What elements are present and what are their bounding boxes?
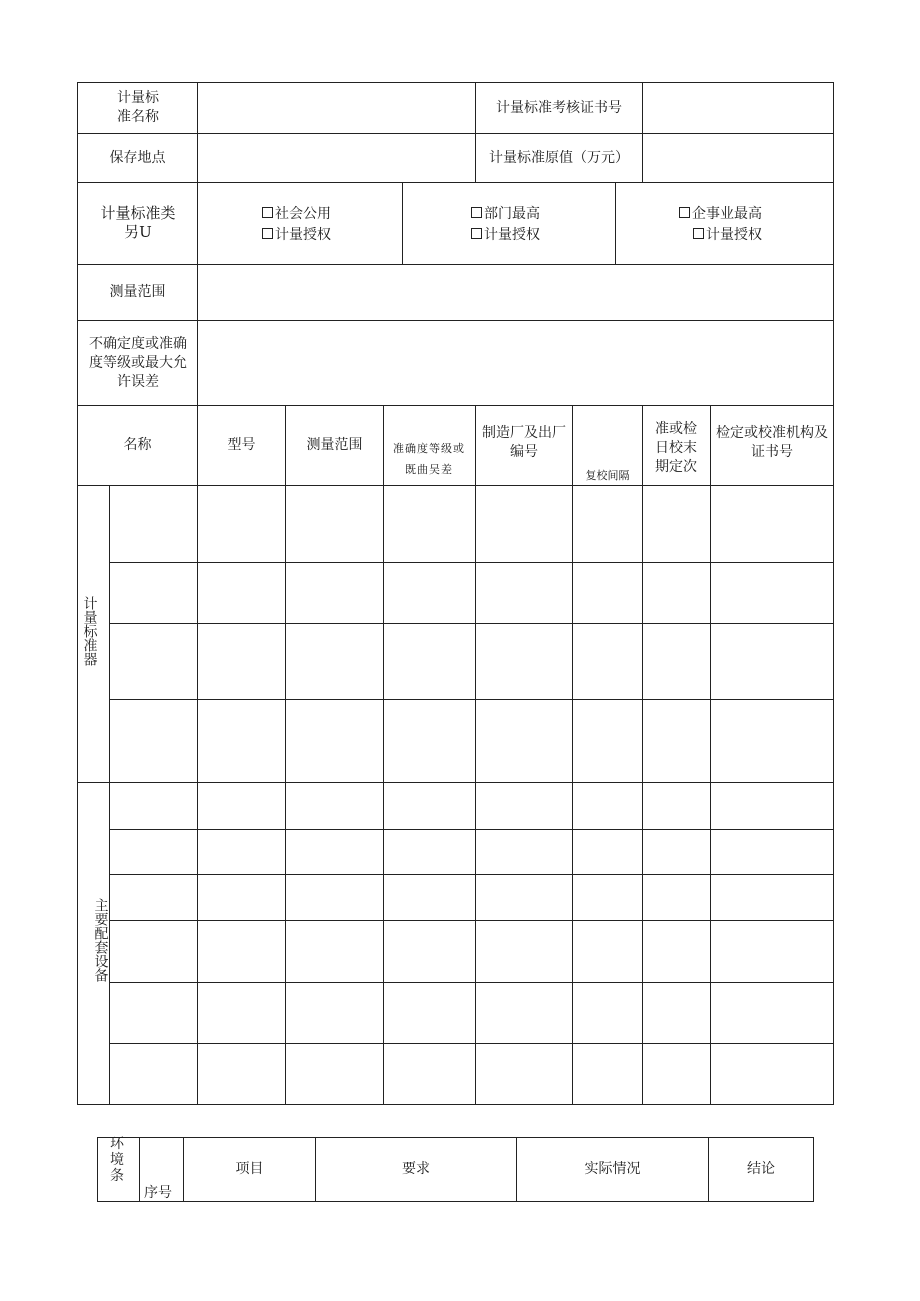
- original-value-label: 计量标准原值（万元）: [489, 149, 629, 166]
- col-header-name: 名称: [123, 437, 152, 453]
- option-line2: 计量授权: [484, 227, 540, 243]
- env-col-conclusion: 结论: [747, 1160, 775, 1177]
- option-line2: 计量授权: [706, 227, 762, 243]
- env-col-seq: 序号: [144, 1185, 172, 1201]
- col-header-interval: 复校间隔: [585, 468, 630, 482]
- measurement-range-label: 测量范围: [109, 284, 166, 300]
- checkbox-icon[interactable]: [693, 228, 704, 239]
- standard-category-label: 计量标准类另U: [100, 204, 176, 241]
- group-label-standard: [79, 596, 99, 666]
- checkbox-row: [679, 204, 762, 225]
- checkbox-row: [471, 225, 540, 246]
- category-option-public[interactable]: [262, 204, 331, 246]
- checkbox-row: [471, 204, 540, 225]
- checkbox-row: [262, 225, 331, 246]
- option-line1: 部门最高: [484, 206, 540, 222]
- standard-name-field[interactable]: [199, 84, 474, 132]
- checkbox-row: [262, 204, 331, 225]
- option-line1: 企事业最高: [692, 206, 762, 222]
- certificate-number-field[interactable]: [644, 84, 832, 132]
- env-col-item: 项目: [235, 1160, 264, 1177]
- uncertainty-label: 不确定度或准确度等级或最大允许误差: [89, 335, 187, 390]
- checkbox-icon[interactable]: [471, 228, 482, 239]
- group-label-equipment: [90, 898, 110, 982]
- option-line2: 计量授权: [275, 227, 331, 243]
- col-header-accuracy: 准确度等级或既曲吴差: [393, 442, 465, 476]
- group-standard-text: 计量标准器: [81, 596, 98, 666]
- storage-location-field[interactable]: [199, 135, 474, 181]
- col-header-manufacturer: 制造厂及出厂编号: [482, 425, 566, 460]
- col-header-next-date: 准或检日校末期定次: [655, 420, 697, 475]
- checkbox-icon[interactable]: [471, 207, 482, 218]
- col-header-range: 测量范围: [306, 437, 363, 453]
- col-header-institute: 检定或校准机构及证书号: [716, 425, 828, 460]
- checkbox-icon[interactable]: [262, 207, 273, 218]
- original-value-field[interactable]: [644, 135, 832, 181]
- category-option-enterprise[interactable]: [679, 204, 762, 246]
- checkbox-icon[interactable]: [262, 228, 273, 239]
- env-col-actual: 实际情况: [584, 1160, 641, 1177]
- certificate-number-label: 计量标准考核证书号: [496, 99, 622, 116]
- group-equipment-text: 主要配套设备: [92, 898, 109, 982]
- checkbox-icon[interactable]: [679, 207, 690, 218]
- uncertainty-field[interactable]: [199, 322, 832, 404]
- category-option-department[interactable]: [471, 204, 540, 246]
- env-col-requirement: 要求: [402, 1160, 430, 1177]
- storage-location-label: 保存地点: [109, 149, 166, 166]
- env-label: 环境条: [110, 1136, 124, 1184]
- checkbox-row: [679, 225, 762, 246]
- col-header-model: 型号: [227, 437, 256, 453]
- standard-name-label: 计量标准名称: [117, 90, 159, 125]
- measurement-range-field[interactable]: [199, 266, 832, 319]
- option-line1: 社会公用: [275, 206, 331, 222]
